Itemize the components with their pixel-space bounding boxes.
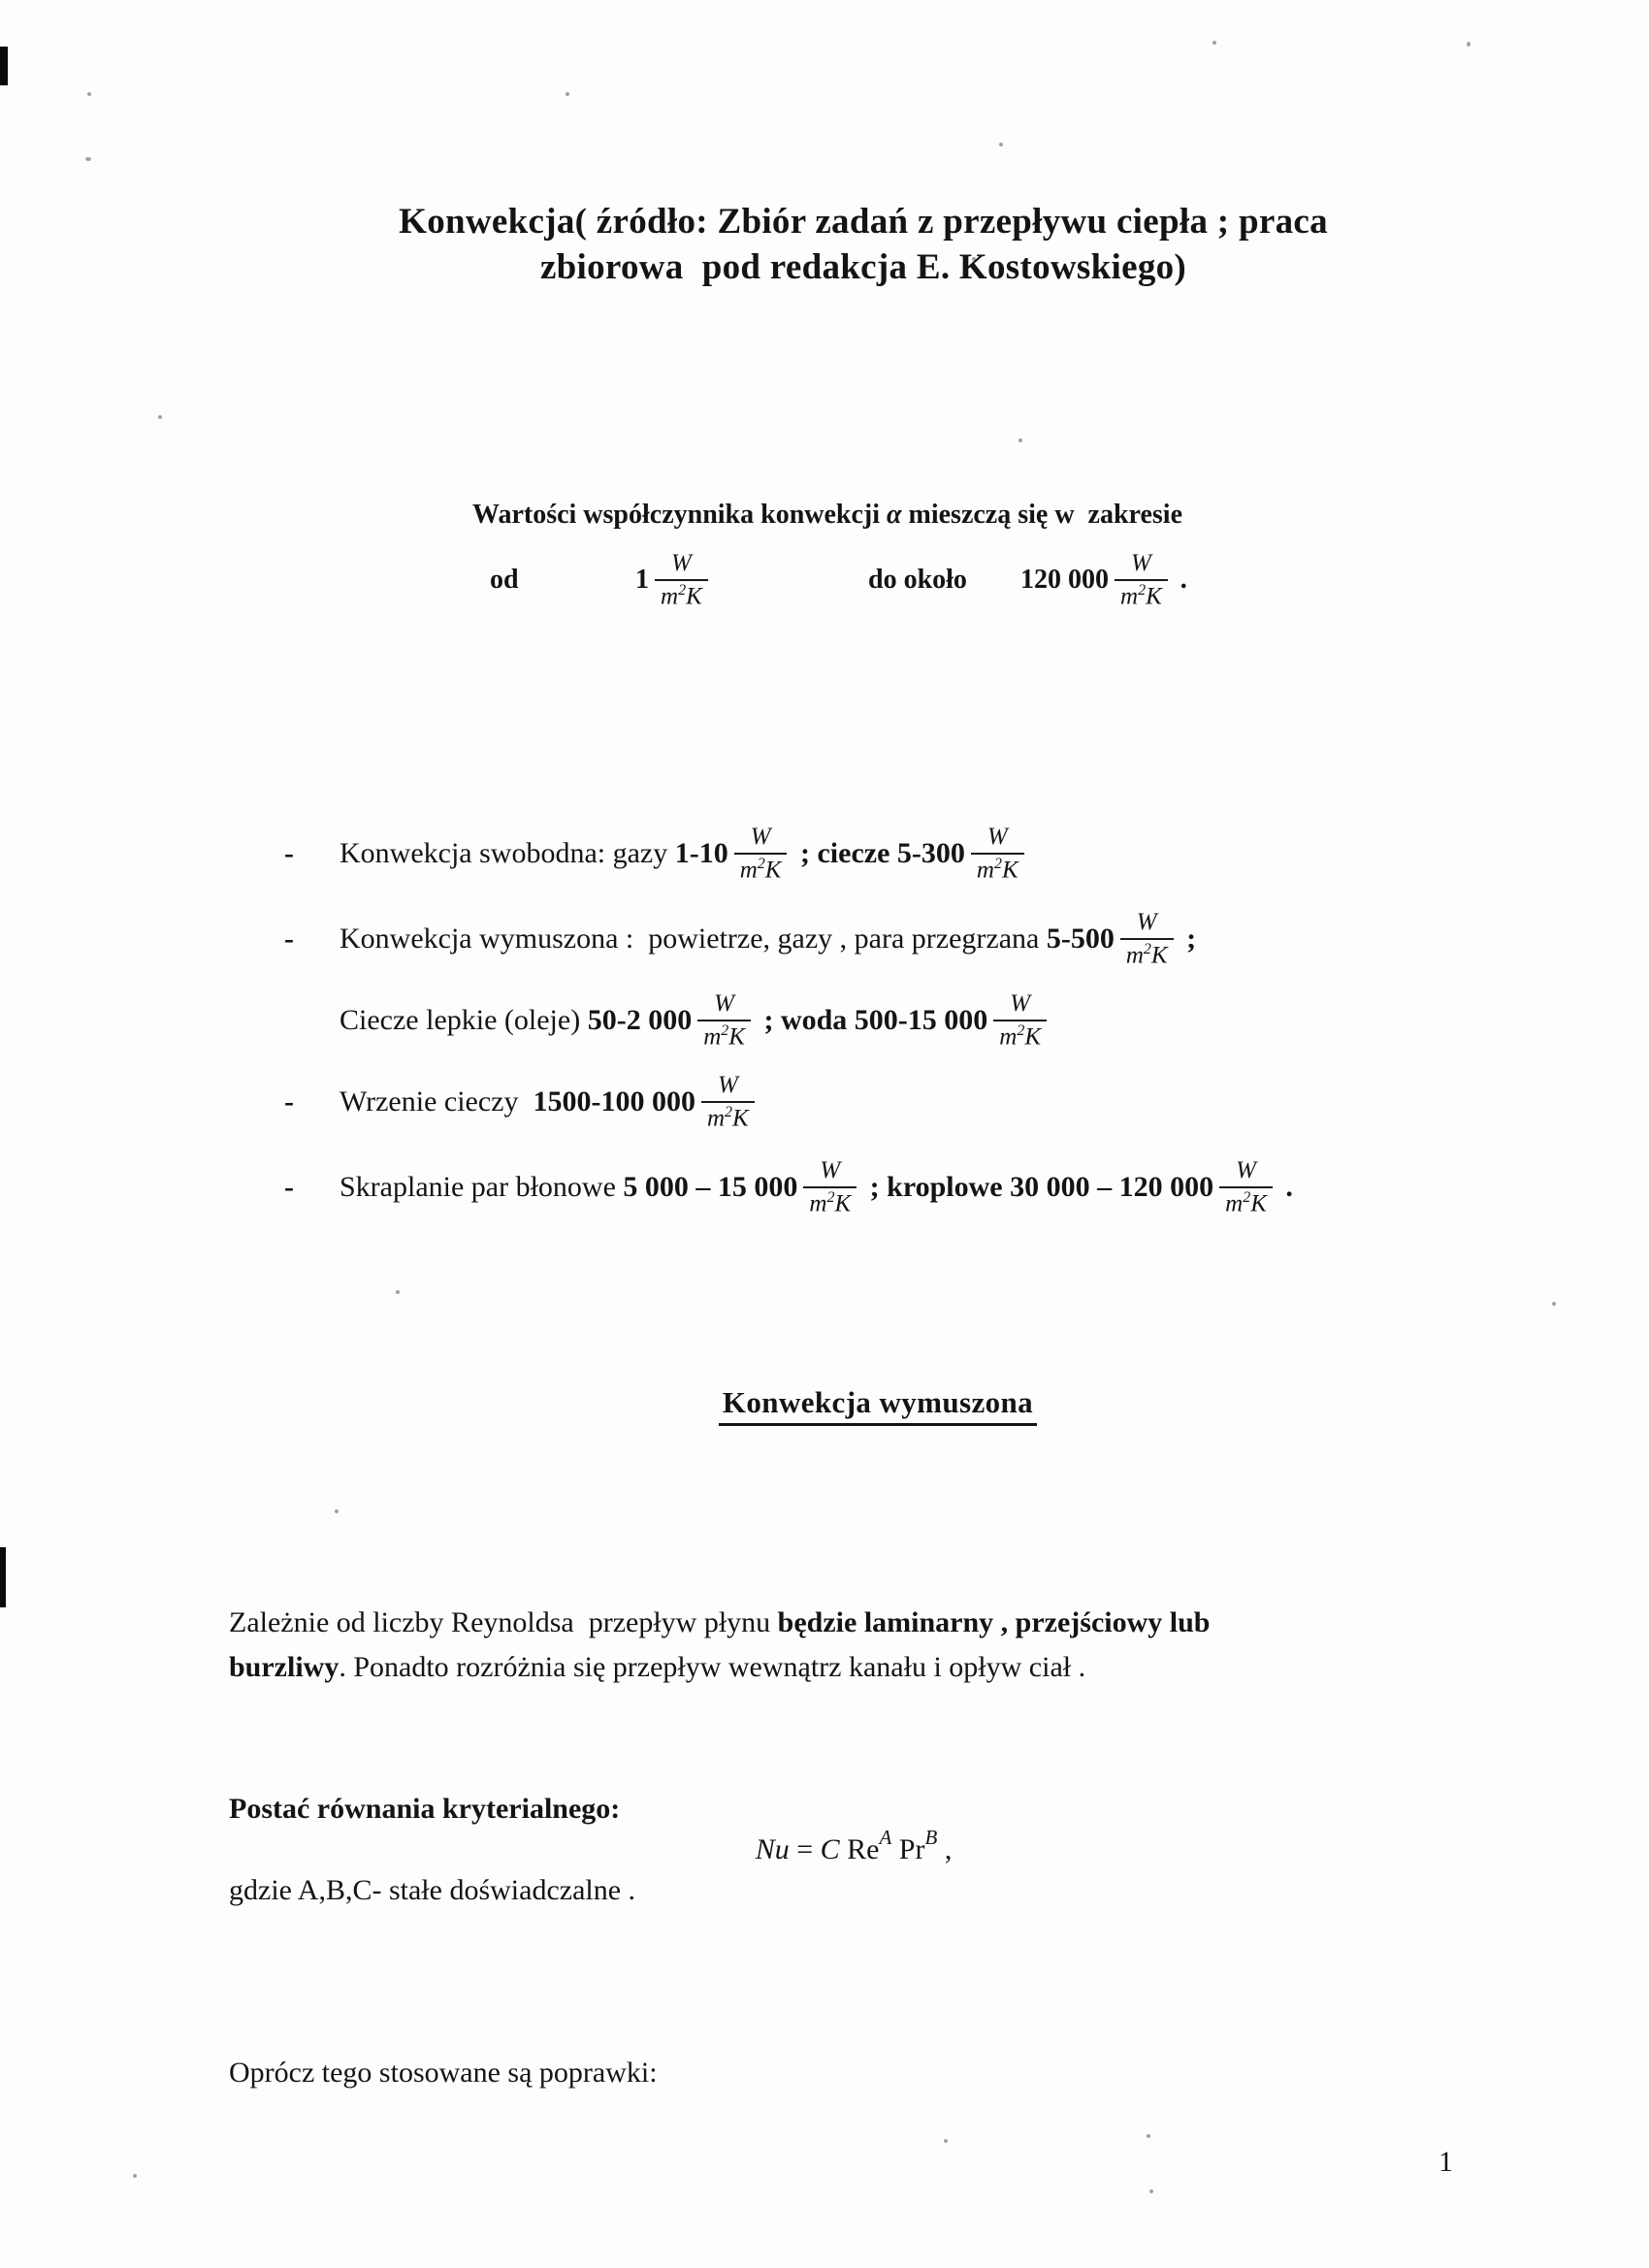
bullet-dash: - bbox=[284, 1171, 294, 1203]
unit-fraction: $\frac{W}{m^2K}$ bbox=[1120, 910, 1174, 969]
range-od: od bbox=[490, 565, 519, 595]
bullet-condensation: - Skraplanie par błonowe 5 000 – 15 000 $\frac{W}{m^2K}$ ; kroplowe 30 000 – 120 000 $\frac{W}{m^2K}$ . bbox=[284, 1156, 1293, 1217]
unit-fraction: $\frac{W}{m^2K}$ bbox=[734, 825, 788, 884]
unit-fraction: $\frac{W}{m^2K}$ bbox=[803, 1158, 857, 1217]
unit-fraction: $\frac{W}{m^2K}$ bbox=[971, 825, 1024, 884]
scan-speckle bbox=[158, 415, 162, 419]
unit-fraction: $\frac{W}{m^2K}$ bbox=[1115, 551, 1168, 610]
bullet-dash: - bbox=[284, 923, 294, 955]
bullet-boiling: - Wrzenie cieczy 1500-100 000 $\frac{W}{m^2K}$ bbox=[284, 1058, 760, 1146]
scan-speckle bbox=[999, 143, 1003, 146]
scan-speckle bbox=[1149, 2189, 1153, 2193]
unit-fraction: $\frac{W}{m^2K}$ bbox=[993, 991, 1047, 1051]
scan-speckle bbox=[1018, 438, 1022, 442]
range-low: 1 $\frac{W}{m^2K}$ bbox=[635, 532, 714, 629]
corrections-line: Oprócz tego stosowane są poprawki: bbox=[229, 2057, 658, 2089]
scan-speckle bbox=[133, 2174, 137, 2178]
intro-line bbox=[32, 500, 1623, 531]
criterial-where: gdzie A,B,C- stałe doświadczalne . bbox=[229, 1874, 636, 1906]
scan-speckle bbox=[85, 157, 91, 161]
intro-post: mieszczą się w zakresie bbox=[901, 500, 1183, 530]
scan-speckle bbox=[1212, 41, 1216, 45]
section-heading bbox=[107, 1385, 1649, 1420]
criterial-label: Postać równania kryterialnego: bbox=[229, 1793, 621, 1825]
scan-speckle bbox=[1552, 1302, 1556, 1306]
bullet-forced-convection-cont: Ciecze lepkie (oleje) 50-2 000 $\frac{W}{m^2K}$ ; woda 500-15 000 $\frac{W}{m^2K}$ bbox=[340, 977, 1052, 1064]
bullet-free-convection: - Konwekcja swobodna: gazy 1-10 $\frac{W}{m^2K}$ ; ciecze 5-300 $\frac{W}{m^2K}$ bbox=[284, 810, 1030, 897]
bullet-dash: - bbox=[284, 1085, 294, 1118]
unit-fraction: $\frac{W}{m^2K}$ bbox=[655, 551, 708, 610]
unit-fraction: $\frac{W}{m^2K}$ bbox=[1219, 1158, 1273, 1217]
title-line1: Konwekcja( źródło: Zbiór zadań z przepływu ciepła ; praca bbox=[399, 202, 1328, 242]
reynolds-paragraph: Zależnie od liczby Reynoldsa przepływ płynu będzie laminarny , przejściowy lub burzliwy. Ponadto rozróżnia się przepływ wewnątrz kanału i opływ ciał . bbox=[229, 1606, 1211, 1683]
bullet-forced-convection: - Konwekcja wymuszona : powietrze, gazy , para przegrzana 5-500 $\frac{W}{m^2K}$ ; bbox=[284, 908, 1197, 969]
alpha-symbol: α bbox=[887, 500, 902, 530]
scan-speckle bbox=[566, 92, 569, 96]
scan-speckle bbox=[1467, 42, 1471, 47]
scan-edge-mark bbox=[0, 47, 8, 85]
bullet-dash: - bbox=[284, 837, 294, 869]
scan-speckle bbox=[944, 2139, 948, 2143]
intro-pre: Wartości współczynnika konwekcji bbox=[471, 500, 888, 530]
page-title bbox=[78, 199, 1649, 290]
range-mid: do około bbox=[868, 565, 967, 595]
section-heading-text: Konwekcja wymuszona bbox=[719, 1385, 1037, 1426]
scan-speckle bbox=[335, 1509, 339, 1513]
unit-fraction: $\frac{W}{m^2K}$ bbox=[701, 1073, 755, 1132]
criterial-equation: Nu = C $Re^A$ $Pr^B$ , bbox=[755, 1826, 953, 1865]
scan-edge-mark bbox=[0, 1547, 6, 1607]
scan-speckle bbox=[87, 92, 91, 96]
title-line2: zbiorowa pod redakcja E. Kostowskiego) bbox=[539, 247, 1187, 287]
bullet-list bbox=[0, 810, 1649, 1256]
range-high: 120 000 $\frac{W}{m^2K}$ . bbox=[1020, 549, 1187, 610]
scan-speckle bbox=[1147, 2134, 1150, 2138]
scan-speckle bbox=[396, 1290, 400, 1294]
unit-fraction: $\frac{W}{m^2K}$ bbox=[697, 991, 751, 1051]
range-line bbox=[0, 532, 1649, 629]
page-number: 1 bbox=[1439, 2146, 1453, 2178]
